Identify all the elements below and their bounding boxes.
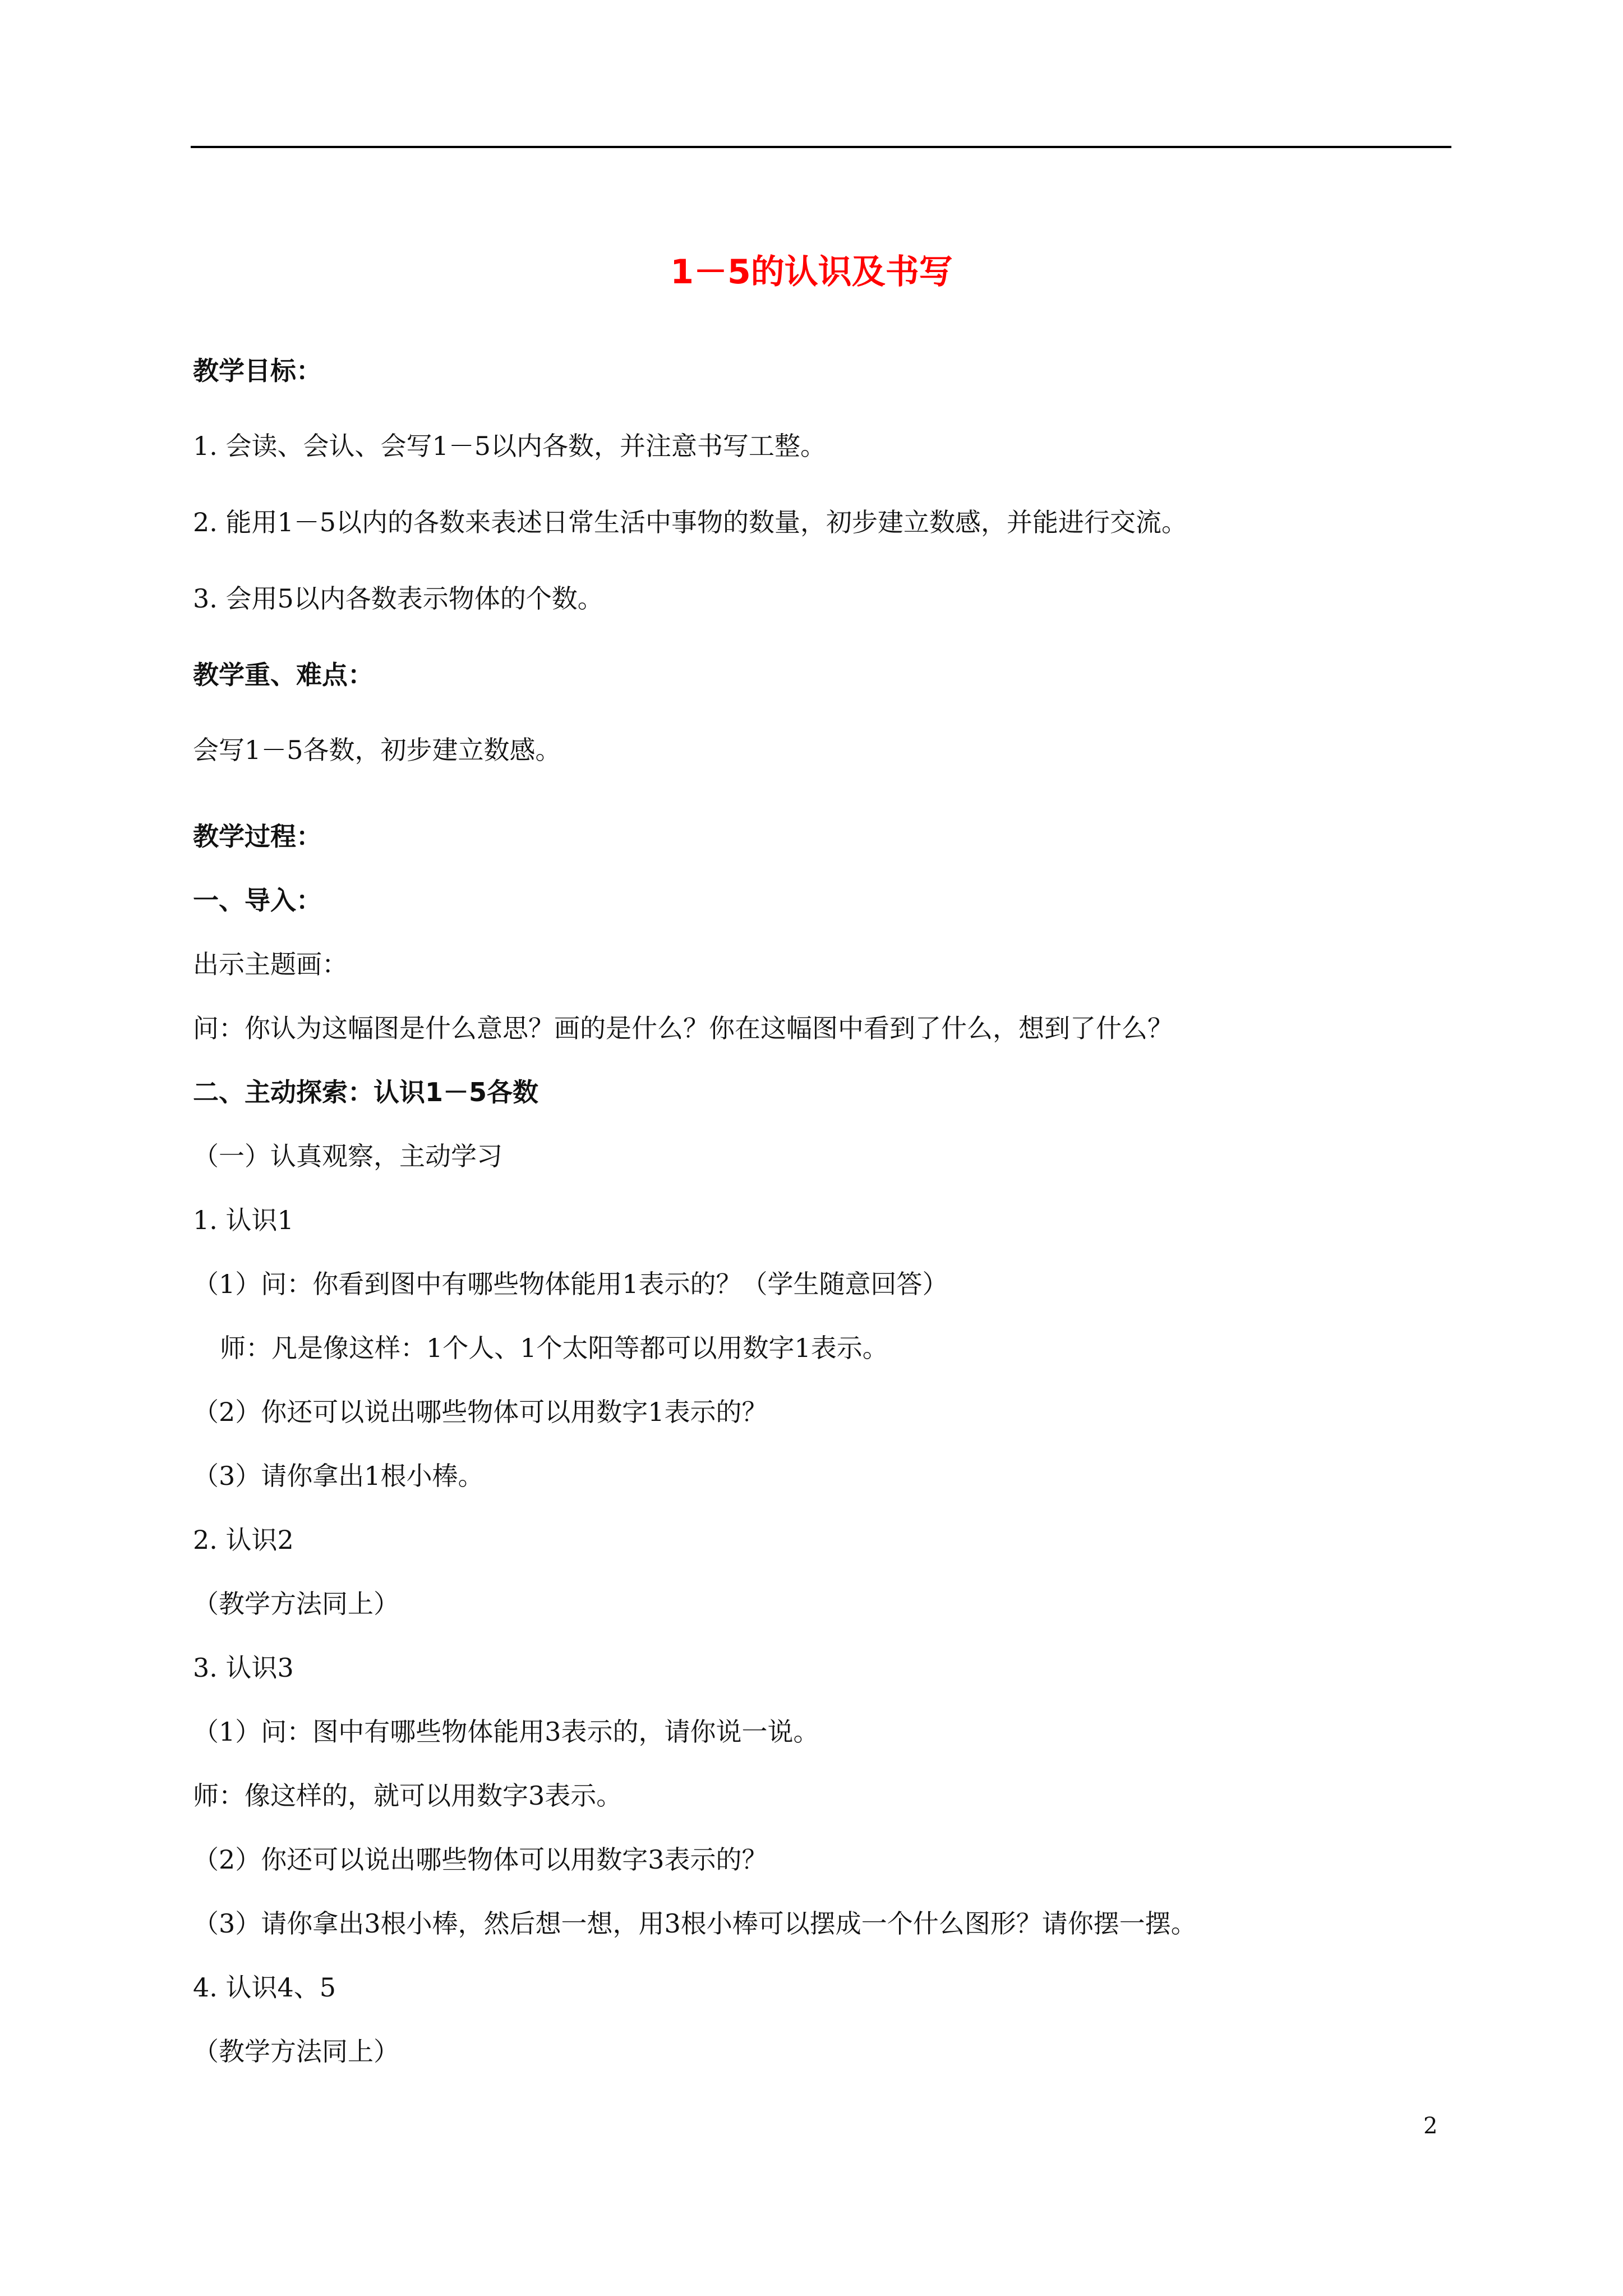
explore-line: 1. 认识1 bbox=[193, 1205, 294, 1235]
explore-line: （3）请你拿出1根小棒。 bbox=[193, 1461, 484, 1491]
objective-item-2: 2. 能用1－5以内的各数来表述日常生活中事物的数量，初步建立数感，并能进行交流。 bbox=[193, 507, 1188, 537]
explore-line: （2）你还可以说出哪些物体可以用数字1表示的？ bbox=[193, 1397, 768, 1427]
explore-line: （3）请你拿出3根小棒，然后想一想，用3根小棒可以摆成一个什么图形？请你摆一摆。 bbox=[193, 1908, 1197, 1939]
objectives-heading: 教学目标： bbox=[193, 356, 322, 386]
intro-line: 出示主题画： bbox=[193, 949, 348, 979]
intro-heading: 一、导入： bbox=[193, 885, 322, 915]
explore-heading: 二、主动探索：认识1－5各数 bbox=[193, 1077, 539, 1107]
key-points-text: 会写1－5各数，初步建立数感。 bbox=[193, 735, 561, 765]
process-heading: 教学过程： bbox=[193, 821, 322, 852]
intro-question: 问：你认为这幅图是什么意思？画的是什么？你在这幅图中看到了什么，想到了什么？ bbox=[193, 1013, 1173, 1043]
explore-line: （1）问：你看到图中有哪些物体能用1表示的？（学生随意回答） bbox=[193, 1269, 948, 1299]
explore-line: 4. 认识4、5 bbox=[193, 1972, 336, 2003]
objective-item-1: 1. 会读、会认、会写1－5以内各数，并注意书写工整。 bbox=[193, 431, 827, 461]
explore-line: （一）认真观察，主动学习 bbox=[193, 1141, 502, 1171]
explore-line: 2. 认识2 bbox=[193, 1525, 294, 1555]
explore-line: （2）你还可以说出哪些物体可以用数字3表示的？ bbox=[193, 1844, 768, 1875]
explore-line: （教学方法同上） bbox=[193, 2036, 399, 2067]
explore-line: 师：凡是像这样：1个人、1个太阳等都可以用数字1表示。 bbox=[220, 1333, 888, 1363]
document-title: 1－5的认识及书写 bbox=[670, 252, 953, 292]
key-points-heading: 教学重、难点： bbox=[193, 660, 374, 690]
explore-line: 师：像这样的，就可以用数字3表示。 bbox=[193, 1780, 623, 1811]
objective-item-3: 3. 会用5以内各数表示物体的个数。 bbox=[193, 583, 603, 614]
explore-line: （1）问：图中有哪些物体能用3表示的，请你说一说。 bbox=[193, 1717, 819, 1747]
explore-line: 3. 认识3 bbox=[193, 1653, 294, 1683]
explore-line: （教学方法同上） bbox=[193, 1589, 399, 1619]
header-rule bbox=[191, 146, 1451, 148]
page-number: 2 bbox=[1423, 2113, 1438, 2139]
